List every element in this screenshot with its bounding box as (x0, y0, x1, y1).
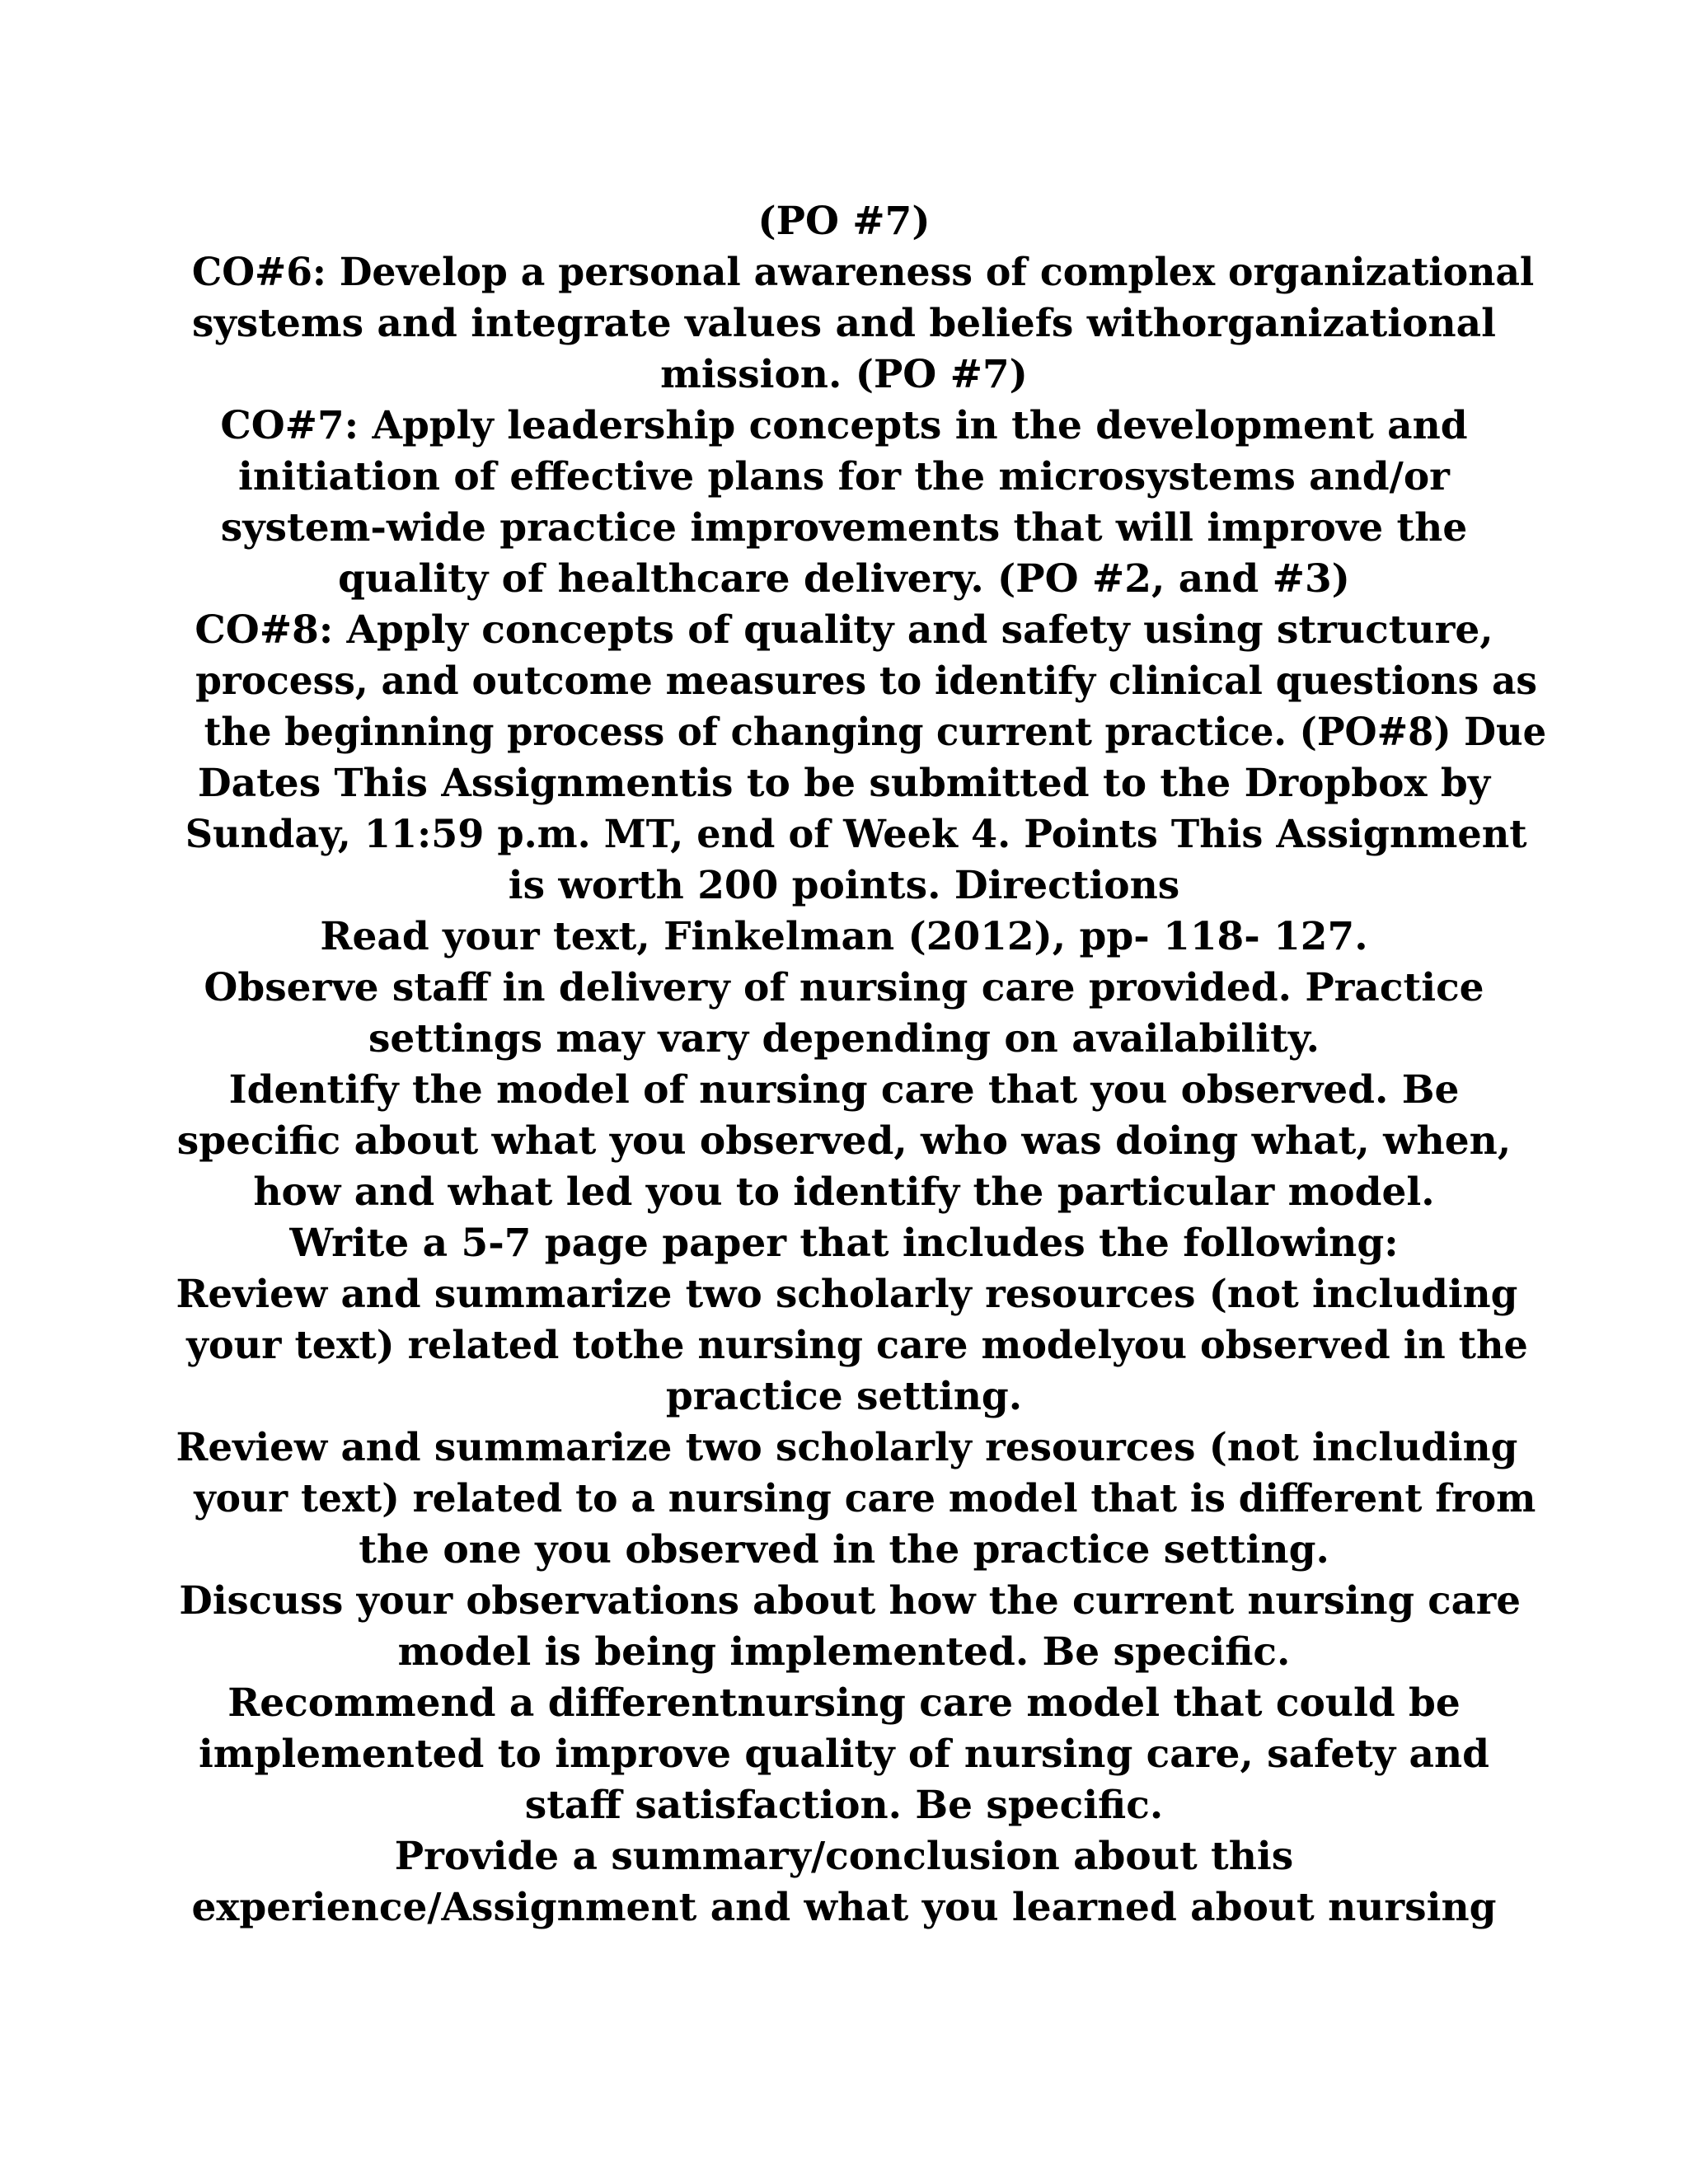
text-line: Discuss your observations about how the current nursing care (179, 1578, 1521, 1624)
text-line: your text) related tothe nursing care modelyou observed in the (186, 1323, 1528, 1368)
text-line: experience/Assignment and what you learned about nursing (191, 1885, 1497, 1930)
text-line: practice setting. (665, 1374, 1023, 1419)
text-line: Review and summarize two scholarly resources (not including (176, 1272, 1518, 1317)
text-line: Recommend a differentnursing care model that could be (227, 1680, 1461, 1726)
assignment-text (173, 196, 1547, 1933)
text-line: quality of healthcare delivery. (PO #2, and #3) (338, 556, 1350, 602)
text-line: initiation of effective plans for the microsystems and/or (238, 454, 1450, 499)
text-line: implemented to improve quality of nursing care, safety and (198, 1732, 1490, 1777)
text-line: CO#8: Apply concepts of quality and safety using structure, (195, 607, 1493, 653)
text-line: the beginning process of changing current practice. (PO#8) Due (204, 710, 1547, 755)
text-line: process, and outcome measures to identify clinical questions as (195, 658, 1537, 704)
text-line: staff satisfaction. Be specific. (524, 1783, 1164, 1828)
text-line: Provide a summary/conclusion about this (394, 1834, 1294, 1879)
text-line: is worth 200 points. Directions (508, 863, 1180, 908)
text-line: Sunday, 11:59 p.m. MT, end of Week 4. Points This Assignment (185, 812, 1527, 857)
text-line: Identify the model of nursing care that you observed. Be (228, 1067, 1460, 1113)
text-line: settings may vary depending on availability. (368, 1016, 1320, 1062)
text-line: mission. (PO #7) (660, 352, 1028, 397)
text-line: CO#6: Develop a personal awareness of complex organizational (191, 250, 1535, 295)
text-line: the one you observed in the practice setting. (359, 1527, 1329, 1572)
text-line: Dates This Assignmentis to be submitted to the Dropbox by (197, 761, 1491, 806)
text-line: (PO #7) (757, 199, 931, 244)
text-line: systems and integrate values and beliefs withorganizational (192, 301, 1496, 346)
text-line: your text) related to a nursing care model that is different from (194, 1476, 1536, 1521)
text-line: Write a 5-7 page paper that includes the following: (289, 1221, 1399, 1266)
text-line: specific about what you observed, who was doing what, when, (176, 1118, 1512, 1164)
text-line: system-wide practice improvements that will improve the (220, 505, 1468, 551)
text-line: Observe staff in delivery of nursing care provided. Practice (204, 965, 1484, 1010)
text-line: model is being implemented. Be specific. (397, 1629, 1291, 1675)
text-line: how and what led you to identify the particular model. (253, 1169, 1435, 1215)
text-line: Review and summarize two scholarly resources (not including (176, 1425, 1518, 1470)
text-line: CO#7: Apply leadership concepts in the development and (220, 403, 1468, 448)
text-line: Read your text, Finkelman (2012), pp- 118- 127. (320, 914, 1368, 959)
